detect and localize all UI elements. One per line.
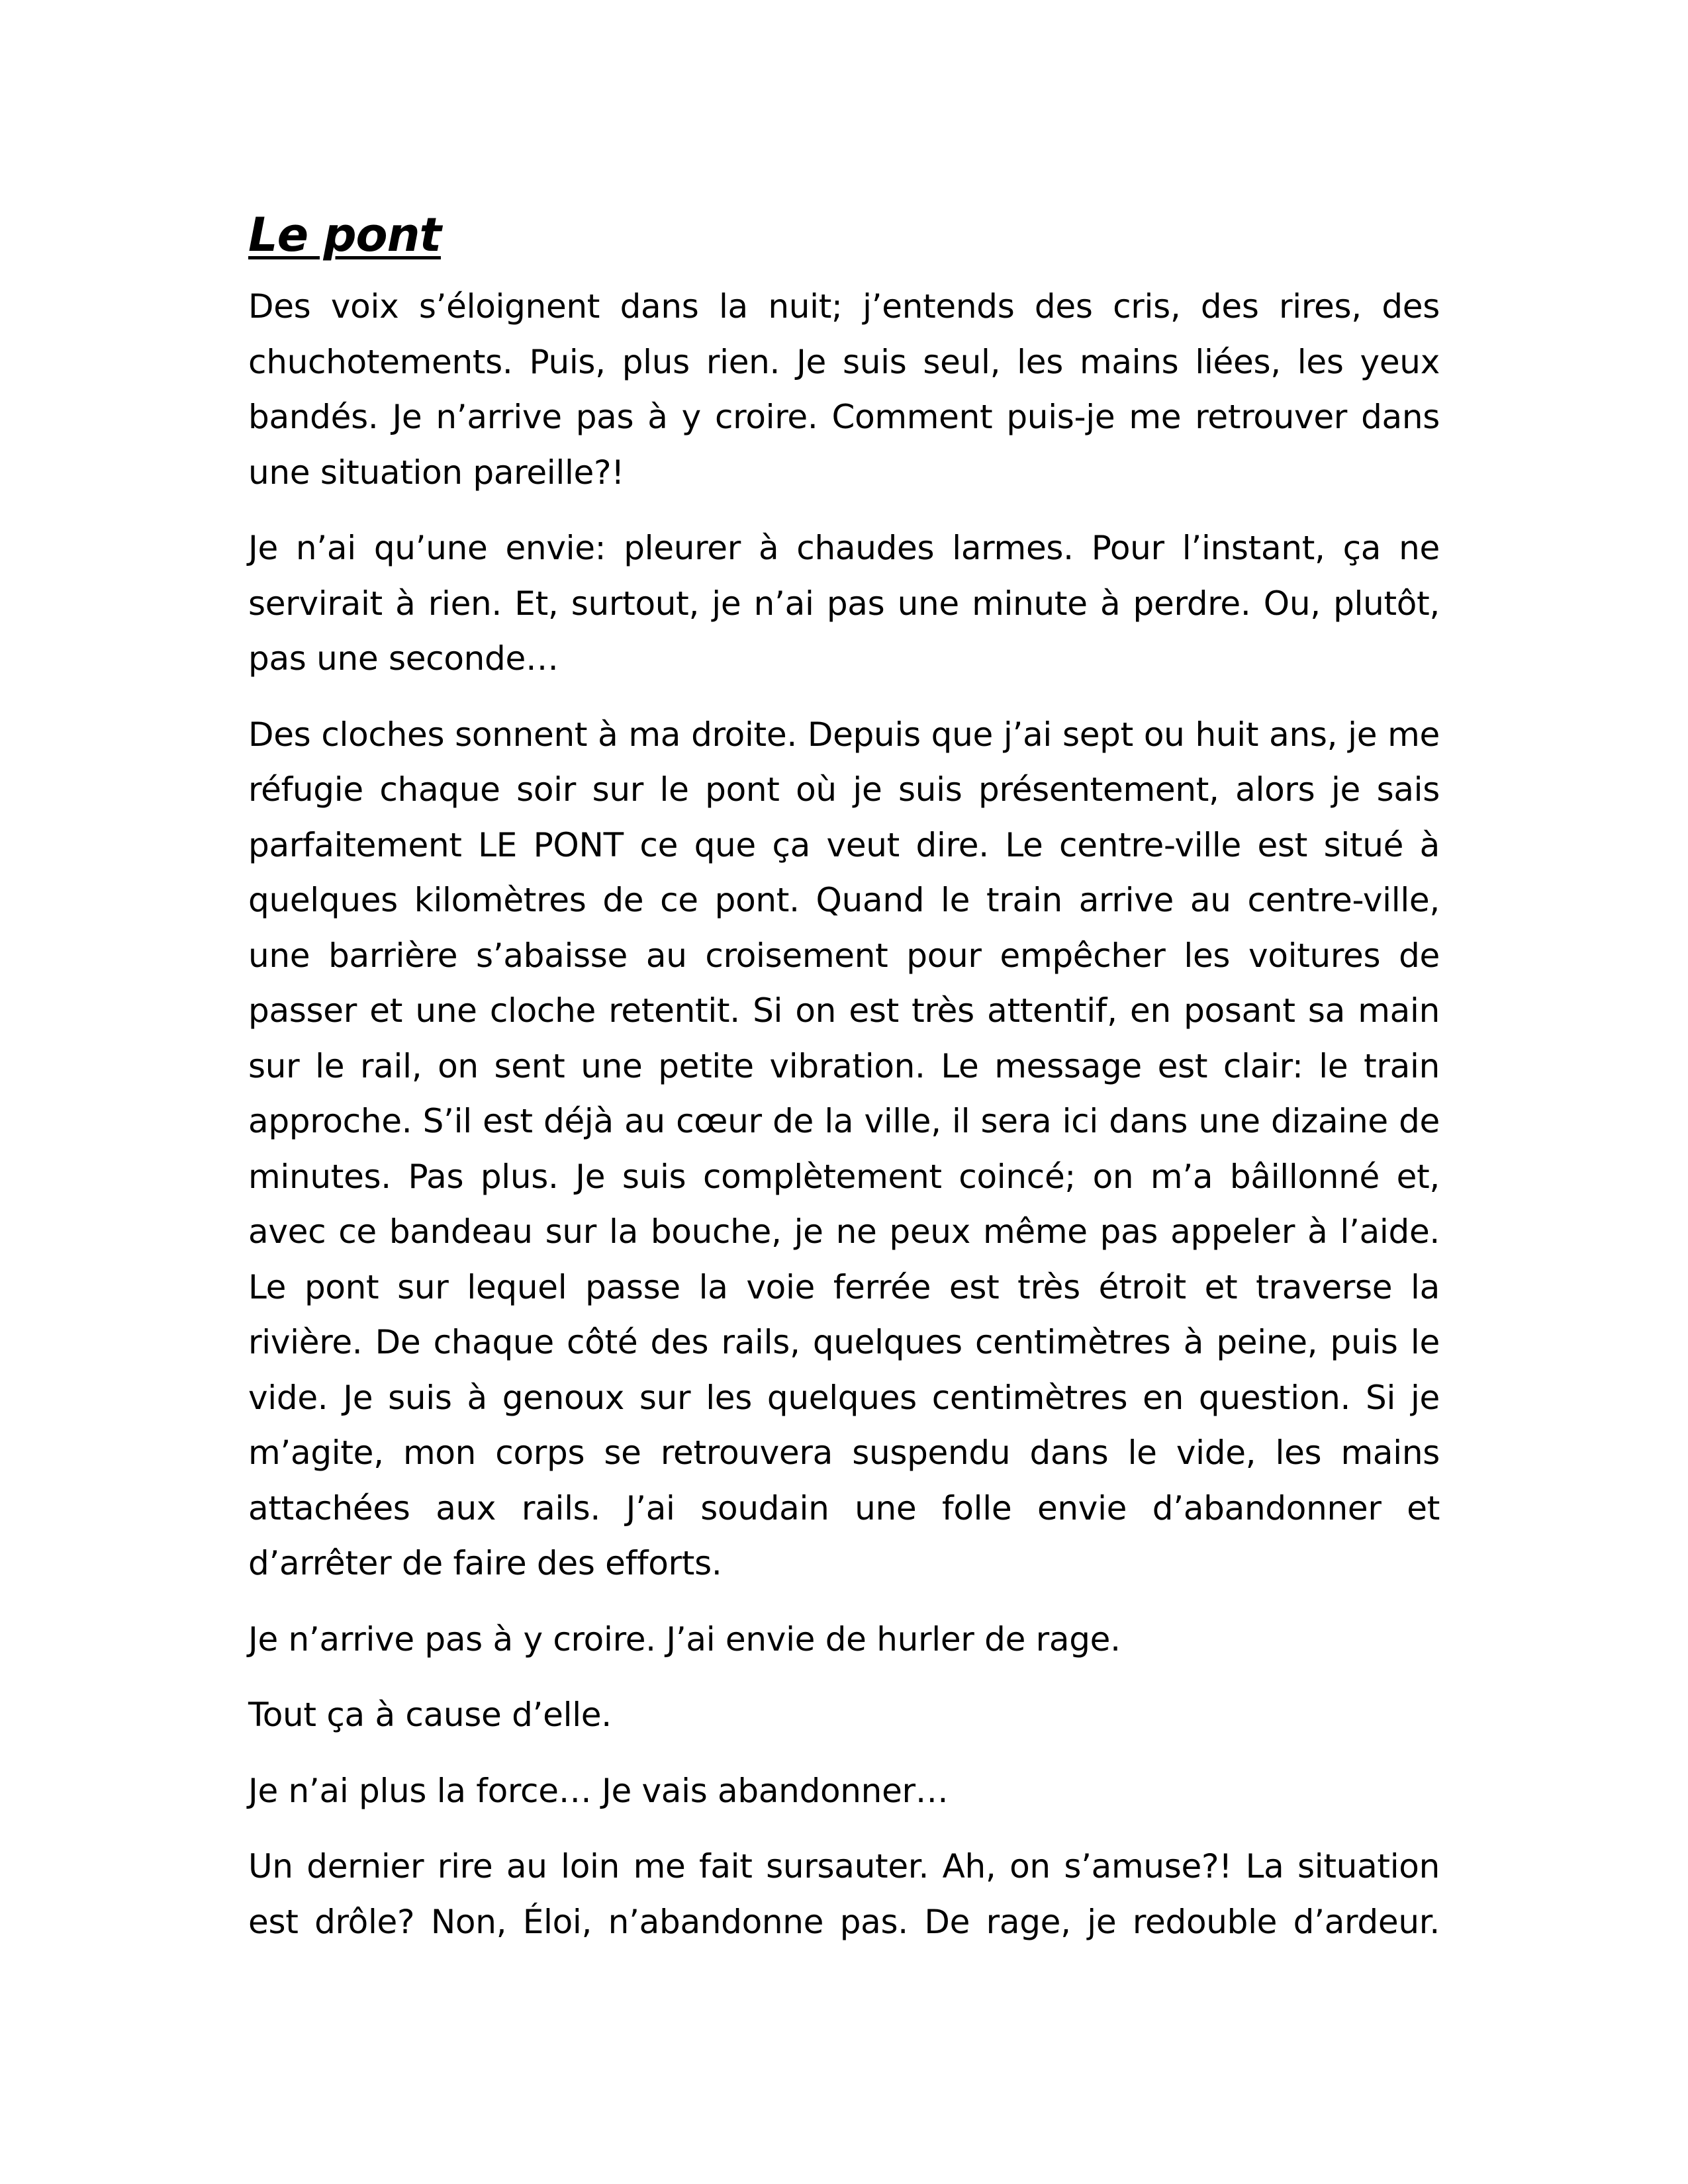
- document-title: Le pont: [248, 208, 441, 262]
- paragraph-1: Des voix s’éloignent dans la nuit; j’entends des cris, des rires, des chuchotements. Puis, plus rien. Je suis seul, les mains liées, les yeux bandés. Je n’arrive pas à y croire. Comment puis-je me retrouver dans une situation pareille?!: [248, 287, 1440, 492]
- paragraph-5: Tout ça à cause d’elle.: [248, 1696, 612, 1734]
- document-page: [248, 205, 1440, 1970]
- paragraph-7: Un dernier rire au loin me fait sursauter. Ah, on s’amuse?! La situation est drôle? Non, Éloi, n’abandonne pas. De rage, je redouble d’ardeur.: [248, 1847, 1440, 1941]
- paragraph-6: Je n’ai plus la force… Je vais abandonner…: [248, 1771, 949, 1810]
- paragraph-3: Des cloches sonnent à ma droite. Depuis que j’ai sept ou huit ans, je me réfugie chaque soir sur le pont où je suis présentement, alors je sais parfaitement LE PONT ce que ça veut dire. Le centre-ville est situé à quelques kilomètres de ce pont. Quand le train arrive au centre-ville, une barrière s’abaisse au croisement pour empêcher les voitures de passer et une cloche retentit. Si on est très attentif, en posant sa main sur le rail, on sent une petite vibration. Le message est clair: le train approche. S’il est déjà au cœur de la ville, il sera ici dans une dizaine de minutes. Pas plus. Je suis complètement coincé; on m’a bâillonné et, avec ce bandeau sur la bouche, je ne peux même pas appeler à l’aide. Le pont sur lequel passe la voie ferrée est très étroit et traverse la rivière. De chaque côté des rails, quelques centimètres à peine, puis le vide. Je suis à genoux sur les quelques centimètres en question. Si je m’agite, mon corps se retrouvera suspendu dans le vide, les mains attachées aux rails. J’ai soudain une folle envie d’abandonner et d’arrêter de faire des efforts.: [248, 715, 1440, 1582]
- paragraph-4: Je n’arrive pas à y croire. J’ai envie de hurler de rage.: [248, 1619, 1121, 1659]
- paragraph-2: Je n’ai qu’une envie: pleurer à chaudes larmes. Pour l’instant, ça ne servirait à rien. Et, surtout, je n’ai pas une minute à perdre. Ou, plutôt, pas une seconde…: [248, 529, 1440, 678]
